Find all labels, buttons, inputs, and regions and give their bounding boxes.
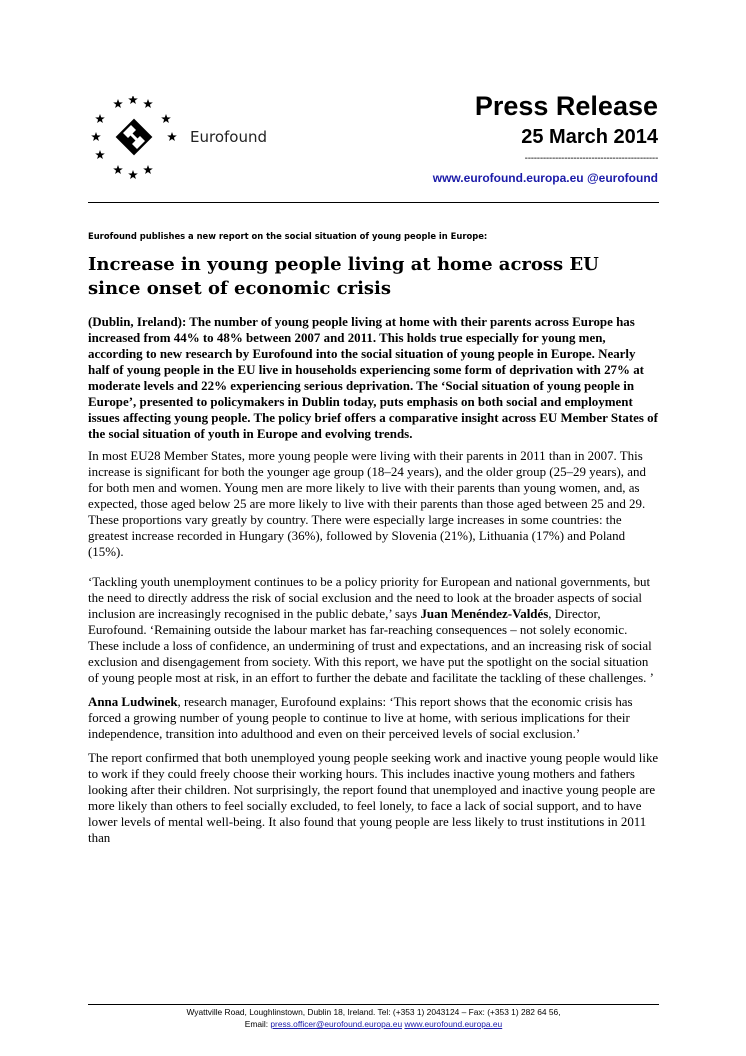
headline-line-2: since onset of economic crisis <box>88 278 392 299</box>
footer-divider <box>88 1004 659 1005</box>
email-label: Email: <box>244 1019 269 1029</box>
quote-text-end: , Director, Eurofound. ‘Remaining outside the labour market has far-reaching consequences – not solely economic. These include a loss of confidence, an undermining of trust and expectations, and an increasing risk of social exclusion and disengagement from society. With this report, we have put the spotlight on the social situation of young people most at risk, in an effort to further the debate and facilitate the tackling of these challenges. ’ <box>88 606 654 685</box>
lead-paragraph: (Dublin, Ireland): The number of young people living at home with their parents across Europe has increased from 44% to 48% between 2007 and 2011. This holds true especially for young men, according to new research by Eurofound into the social situation of young people in Europe. Nearly half of young people in the EU live in households experiencing some form of deprivation with 27% at moderate levels and 22% experiencing serious deprivation. The ‘Social situation of young people in Europe’, presented to policymakers in Dublin today, puts emphasis on both social and employment issues affecting young people. The policy brief offers a comparative insight across EU Member States of the social situation of youth in Europe and evolving trends. <box>88 314 658 441</box>
dashed-separator: -------------------------------------------- <box>524 153 658 164</box>
eurofound-logo-icon <box>88 96 188 180</box>
email-link[interactable]: press.officer@eurofound.europa.eu <box>270 1019 403 1029</box>
speaker-name-research-manager: Anna Ludwinek <box>88 694 178 709</box>
header-divider <box>88 202 659 203</box>
website-twitter-link[interactable]: www.eurofound.europa.eu @eurofound <box>432 171 658 185</box>
headline <box>88 253 668 301</box>
article-body <box>88 314 659 854</box>
quote-text-start: ‘Tackling youth unemployment continues to be a policy priority for European and national governments, but the need to directly address the risk of social exclusion and the need to look at the broader aspects of social inclusion are increasingly recognised in the public debate,’ says <box>88 574 651 621</box>
quote-text: , research manager, Eurofound explains: ‘This report shows that the economic crisis has forced a growing number of young people to continue to live at home, with serious implications for their independence, transition into adulthood and even on their perceived levels of social exclusion.’ <box>88 694 633 741</box>
paragraph-living-with-parents: In most EU28 Member States, more young people were living with their parents in 2011 than in 2007. This increase is significant for both the younger age group (18–24 years), and the older group (25–29 years), and for both men and women. Young men are more likely to live with their parents than young women, and, as expected, those aged below 25 are more likely to live with their parents than those aged between 25 and 29. These proportions vary greatly by country. There were especially large increases in some countries: the greatest increase recorded in Hungary (36%), followed by Slovenia (21%), Lithuania (17%) and Poland (15%). <box>88 448 646 559</box>
logo-wordmark: Eurofound <box>190 128 267 146</box>
headline-line-1: Increase in young people living at home across EU <box>88 254 599 275</box>
footer-address: Wyattville Road, Loughlinstown, Dublin 18, Ireland. Tel: (+353 1) 2043124 – Fax: (+353 1) 282 64 56, <box>186 1007 561 1017</box>
paragraph-report-findings: The report confirmed that both unemployed young people seeking work and inactive young people would like to work if they could freely choose their working hours. This includes inactive young mothers and fathers looking after their children. Not surprisingly, the report found that unemployed and inactive young people are more likely than others to feel socially excluded, to feel lonely, to face a lack of social support, and to have lower levels of mental well-being. It also found that young people are less likely to trust institutions in 2011 than <box>88 750 659 845</box>
footer-contact <box>88 1018 659 1030</box>
kicker-line: Eurofound publishes a new report on the social situation of young people in Europe: <box>88 231 488 241</box>
paragraph-director-quote <box>88 574 659 686</box>
footer <box>88 1006 659 1030</box>
release-date: 25 March 2014 <box>521 126 658 148</box>
press-release-title: Press Release <box>474 91 658 121</box>
paragraph-research-manager-quote <box>88 694 659 742</box>
website-link[interactable]: www.eurofound.europa.eu <box>404 1019 503 1029</box>
speaker-name-director: Juan Menéndez-Valdés <box>420 606 549 621</box>
